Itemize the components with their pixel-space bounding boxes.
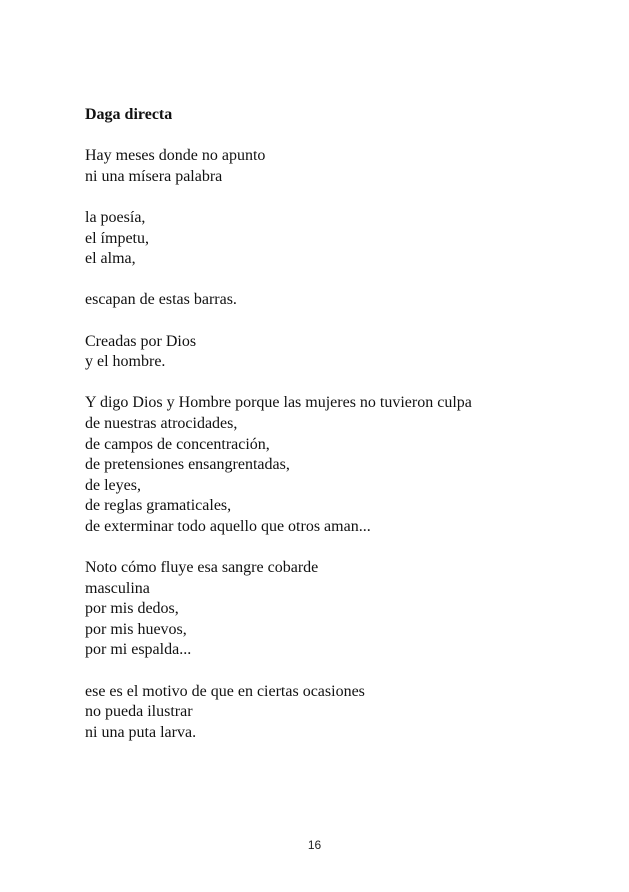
poem-line: el alma, bbox=[85, 250, 136, 268]
poem-line: ni una mísera palabra bbox=[85, 167, 223, 185]
poem-line: no pueda ilustrar bbox=[85, 703, 193, 721]
poem-line: el ímpetu, bbox=[85, 229, 149, 247]
stanza bbox=[85, 332, 605, 373]
poem-body bbox=[85, 146, 605, 743]
stanza bbox=[85, 208, 605, 270]
poem-line: de pretensiones ensangrentadas, bbox=[85, 456, 290, 474]
stanza bbox=[85, 290, 605, 311]
poem-line: la poesía, bbox=[85, 208, 146, 226]
poem-line: Hay meses donde no apunto bbox=[85, 147, 266, 165]
poem-line: Y digo Dios y Hombre porque las mujeres no tuvieron culpa bbox=[85, 394, 472, 412]
poem-line: ni una puta larva. bbox=[85, 723, 197, 741]
poem-line: por mi espalda... bbox=[85, 641, 192, 659]
stanza bbox=[85, 146, 605, 187]
poem-line: de reglas gramaticales, bbox=[85, 497, 232, 515]
poem-title: Daga directa bbox=[85, 106, 173, 123]
poem-line: Creadas por Dios bbox=[85, 332, 197, 350]
page-number: 16 bbox=[307, 838, 322, 852]
poem-line: de leyes, bbox=[85, 476, 141, 494]
poem-line: Noto cómo fluye esa sangre cobarde bbox=[85, 559, 319, 577]
stanza bbox=[85, 682, 605, 744]
poem-line: masculina bbox=[85, 579, 150, 597]
poem-line: por mis huevos, bbox=[85, 620, 187, 638]
poem-line: por mis dedos, bbox=[85, 600, 179, 618]
poem-line: de nuestras atrocidades, bbox=[85, 414, 238, 432]
poem-line: ese es el motivo de que en ciertas ocasiones bbox=[85, 682, 365, 700]
poem-line: y el hombre. bbox=[85, 353, 166, 371]
stanza bbox=[85, 558, 605, 661]
poem bbox=[85, 105, 605, 764]
poem-line: de campos de concentración, bbox=[85, 435, 270, 453]
stanza bbox=[85, 393, 605, 537]
poem-line: de exterminar todo aquello que otros aman... bbox=[85, 517, 371, 535]
poem-line: escapan de estas barras. bbox=[85, 291, 237, 309]
